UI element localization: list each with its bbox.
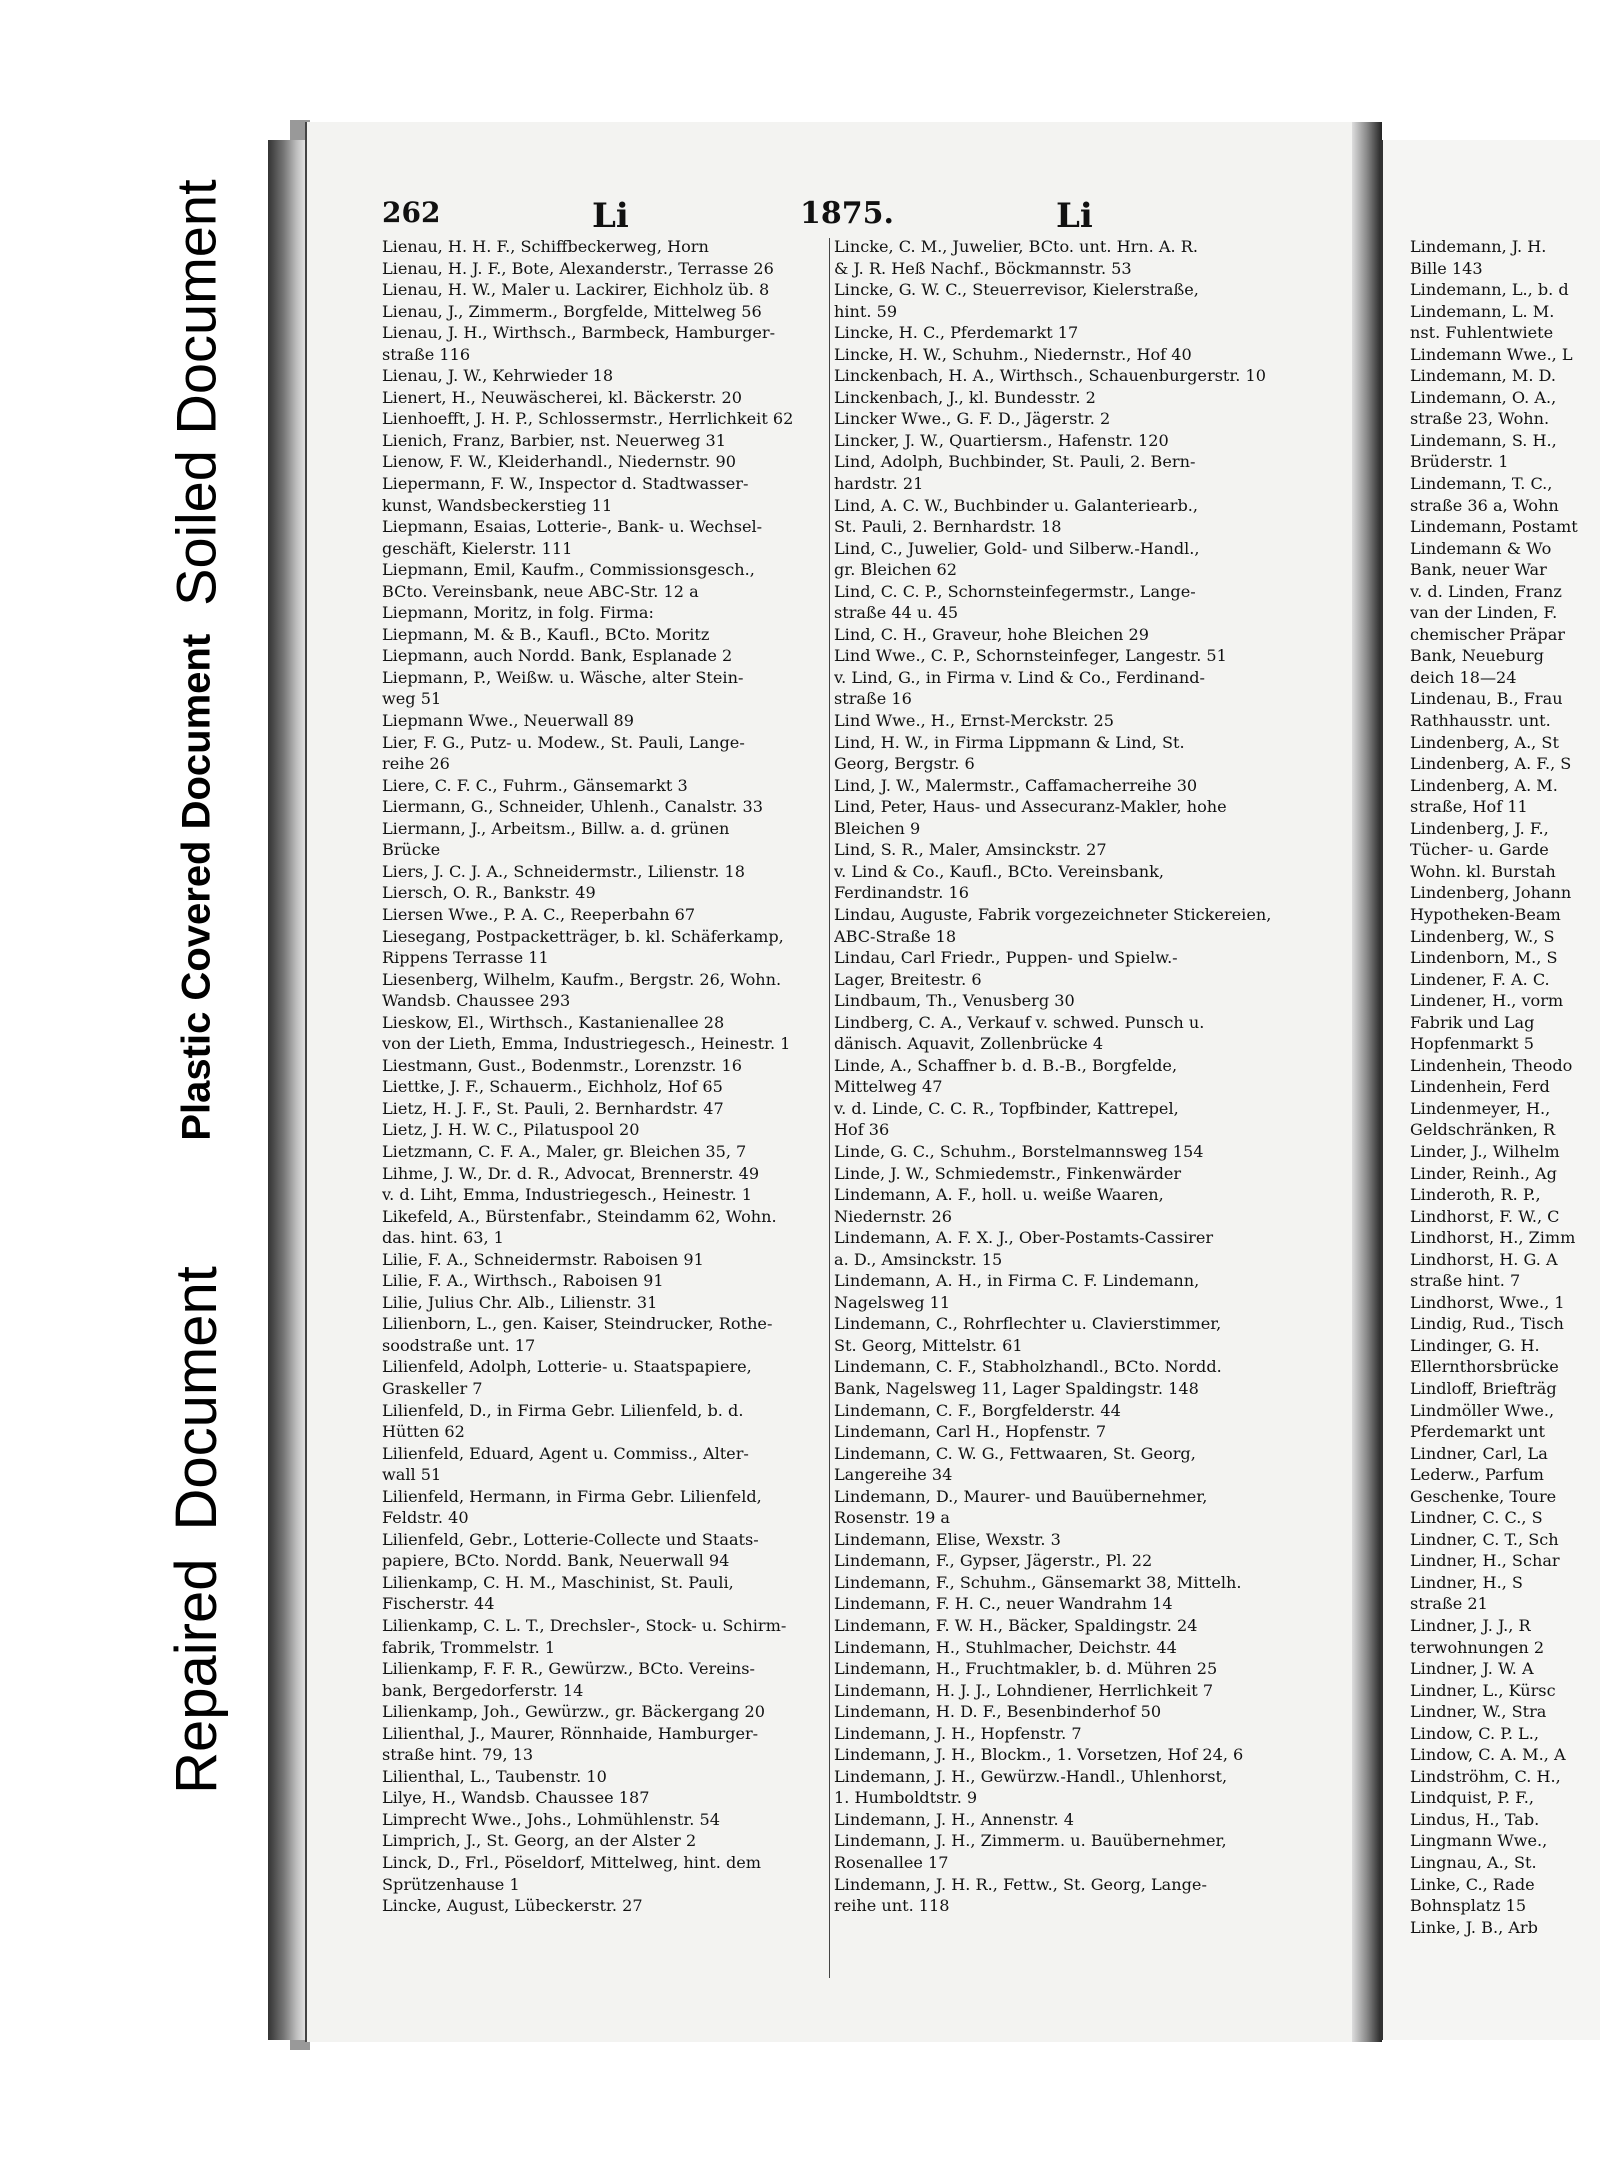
directory-entry-line: Lindloff, Briefträg: [1410, 1378, 1557, 1398]
directory-entry-line: Lilienfeld, D., in Firma Gebr. Lilienfeld, b. d.: [382, 1400, 744, 1420]
directory-entry-line: Bank, Neueburg: [1410, 646, 1544, 666]
directory-entry-line: Liepmann Wwe., Neuerwall 89: [382, 711, 634, 731]
directory-entry-line: Lindhorst, F. W., C: [1410, 1206, 1560, 1226]
directory-entry-line: wall 51: [382, 1465, 442, 1485]
directory-entry-line: Lienich, Franz, Barbier, nst. Neuerweg 31: [382, 430, 726, 450]
directory-entry-line: Lindenmeyer, H.,: [1410, 1098, 1551, 1118]
directory-entry-line: Limprich, J., St. Georg, an der Alster 2: [382, 1831, 697, 1851]
directory-entry-line: Lietz, H. J. F., St. Pauli, 2. Bernhardstr. 47: [382, 1098, 724, 1118]
directory-entry-line: Liere, C. F. C., Fuhrm., Gänsemarkt 3: [382, 775, 688, 795]
directory-entry-line: Fabrik und Lag: [1410, 1012, 1535, 1032]
directory-entry-line: Lindemann, Elise, Wexstr. 3: [834, 1529, 1061, 1549]
directory-entry-line: Lietz, J. H. W. C., Pilatuspool 20: [382, 1120, 640, 1140]
directory-entry-line: Lindemann, H., Fruchtmakler, b. d. Mühren 25: [834, 1659, 1218, 1679]
directory-entry-line: Lienau, J., Zimmerm., Borgfelde, Mittelweg 56: [382, 301, 762, 321]
directory-entry-line: Bille 143: [1410, 258, 1483, 278]
header-letters-left: Li: [592, 196, 629, 236]
directory-entry-line: geschäft, Kielerstr. 111: [382, 538, 573, 558]
directory-entry-line: Lindner, H., Schar: [1410, 1551, 1560, 1571]
directory-entry-line: Rippens Terrasse 11: [382, 948, 549, 968]
directory-entry-line: Lingmann Wwe.,: [1410, 1831, 1548, 1851]
directory-entry-line: Lilienkamp, F. F. R., Gewürzw., BCto. Vereins-: [382, 1659, 755, 1679]
directory-entry-line: Lindemann, Postamt: [1410, 517, 1578, 537]
directory-entry-line: papiere, BCto. Nordd. Bank, Neuerwall 94: [382, 1551, 730, 1571]
directory-entry-line: Liesegang, Postpacketträger, b. kl. Schäferkamp,: [382, 926, 784, 946]
directory-entry-line: Lindbaum, Th., Venusberg 30: [834, 991, 1075, 1011]
directory-entry-line: Liepmann, Moritz, in folg. Firma:: [382, 603, 654, 623]
directory-entry-line: Lindemann, C. F., Borgfelderstr. 44: [834, 1400, 1121, 1420]
directory-entry-line: v. d. Linden, Franz: [1410, 581, 1562, 601]
header-letters-right: Li: [1056, 196, 1093, 236]
directory-entry-line: Feldstr. 40: [382, 1508, 469, 1528]
directory-entry-line: soodstraße unt. 17: [382, 1335, 536, 1355]
tab-label-plastic-covered: Plastic Covered Document: [175, 633, 219, 1141]
directory-entry-line: Lienert, H., Neuwäscherei, kl. Bäckerstr. 20: [382, 387, 743, 407]
directory-entry-line: van der Linden, F.: [1410, 603, 1558, 623]
directory-entry-line: Liepmann, M. & B., Kaufl., BCto. Moritz: [382, 624, 710, 644]
directory-entry-line: St. Georg, Mittelstr. 61: [834, 1335, 1023, 1355]
directory-entry-line: Lindemann, O. A.,: [1410, 387, 1557, 407]
page-header: [382, 196, 1282, 236]
directory-entry-line: Linde, G. C., Schuhm., Borstelmannsweg 154: [834, 1141, 1204, 1161]
directory-entry-line: Lindemann, J. H. R., Fettw., St. Georg, Lange-: [834, 1874, 1207, 1894]
directory-entry-line: Lind, Peter, Haus- und Assecuranz-Makler, hohe: [834, 797, 1227, 817]
directory-entry-line: Liermann, J., Arbeitsm., Billw. a. d. grünen: [382, 818, 730, 838]
directory-entry-line: Geldschränken, R: [1410, 1120, 1556, 1140]
directory-entry-line: Lindow, C. P. L.,: [1410, 1723, 1539, 1743]
directory-entry-line: Lienau, H. H. F., Schiffbeckerweg, Horn: [382, 237, 709, 256]
directory-entry-line: Lind, H. W., in Firma Lippmann & Lind, St.: [834, 732, 1185, 752]
directory-entry-line: straße 44 u. 45: [834, 603, 959, 623]
directory-entry-line: straße hint. 79, 13: [382, 1745, 534, 1765]
directory-entry-line: Lindinger, G. H.: [1410, 1335, 1540, 1355]
directory-entry-line: Lindener, H., vorm: [1410, 991, 1564, 1011]
directory-entry-line: bank, Bergedorferstr. 14: [382, 1680, 584, 1700]
tab-label-document: Document: [164, 1266, 229, 1531]
plastic-covered-soiled-tab: [112, 179, 282, 1141]
directory-entry-line: Liettke, J. F., Schauerm., Eichholz, Hof 65: [382, 1077, 723, 1097]
directory-entry-line: Lindemann & Wo: [1410, 538, 1552, 558]
directory-entry-line: Lind, A. C. W., Buchbinder u. Galanteriearb.,: [834, 495, 1198, 515]
directory-entry-line: Lager, Breitestr. 6: [834, 969, 982, 989]
directory-entry-line: Wandsb. Chaussee 293: [382, 991, 571, 1011]
directory-entry-line: Lindenau, B., Frau: [1410, 689, 1563, 709]
directory-entry-line: Graskeller 7: [382, 1378, 483, 1398]
directory-entry-line: & J. R. Heß Nachf., Böckmannstr. 53: [834, 258, 1132, 278]
directory-entry-line: Lindus, H., Tab.: [1410, 1809, 1540, 1829]
directory-entry-line: Lindquist, P. F.,: [1410, 1788, 1534, 1808]
directory-entry-line: Lindner, J. W. A: [1410, 1659, 1534, 1679]
directory-entry-line: Lihme, J. W., Dr. d. R., Advocat, Brennerstr. 49: [382, 1163, 760, 1183]
directory-entry-line: Linde, A., Schaffner b. d. B.-B., Borgfelde,: [834, 1055, 1178, 1075]
directory-entry-line: Lilienfeld, Eduard, Agent u. Commiss., Alter-: [382, 1443, 749, 1463]
directory-entry-line: Lindig, Rud., Tisch: [1410, 1314, 1564, 1334]
repaired-document-tab: [112, 1266, 282, 1794]
directory-entry-line: Linder, J., Wilhelm: [1410, 1141, 1560, 1161]
directory-entry-line: Lindhorst, Wwe., 1: [1410, 1292, 1565, 1312]
directory-entry-line: Rosenstr. 19 a: [834, 1508, 951, 1528]
directory-entry-line: Linderoth, R. P.,: [1410, 1185, 1541, 1205]
directory-entry-line: Lindner, J. J., R: [1410, 1616, 1531, 1635]
directory-entry-line: Lindhorst, H. G. A: [1410, 1249, 1558, 1269]
directory-entry-line: Hütten 62: [382, 1422, 465, 1442]
directory-entry-line: Lindemann, A. F., holl. u. weiße Waaren,: [834, 1185, 1164, 1205]
directory-entry-line: Lilienborn, L., gen. Kaiser, Steindrucker, Rothe-: [382, 1314, 773, 1334]
directory-entry-line: Lincker Wwe., G. F. D., Jägerstr. 2: [834, 409, 1111, 429]
directory-entry-line: gr. Bleichen 62: [834, 560, 957, 580]
directory-entry-line: Bleichen 9: [834, 818, 921, 838]
directory-entry-line: Lilienthal, L., Taubenstr. 10: [382, 1766, 607, 1786]
directory-entry-line: Lilienfeld, Gebr., Lotterie-Collecte und Staats-: [382, 1529, 759, 1549]
directory-entry-line: v. d. Linde, C. C. R., Topfbinder, Kattrepel,: [834, 1098, 1179, 1118]
directory-entry-line: chemischer Präpar: [1410, 624, 1565, 644]
directory-entry-line: BCto. Vereinsbank, neue ABC-Str. 12 a: [382, 581, 699, 601]
directory-entry-line: Lincke, G. W. C., Steuerrevisor, Kielerstraße,: [834, 280, 1199, 300]
directory-entry-line: Lindenhein, Ferd: [1410, 1077, 1550, 1097]
directory-entry-line: Limprecht Wwe., Johs., Lohmühlenstr. 54: [382, 1809, 721, 1829]
directory-entry-line: Linde, J. W., Schmiedemstr., Finkenwärder: [834, 1163, 1182, 1183]
directory-entry-line: fabrik, Trommelstr. 1: [382, 1637, 556, 1657]
directory-entry-line: nst. Fuhlentwiete: [1410, 323, 1554, 343]
directory-entry-line: Ferdinandstr. 16: [834, 883, 969, 903]
directory-entry-line: Lilie, Julius Chr. Alb., Lilienstr. 31: [382, 1292, 658, 1312]
directory-entry-line: Lienow, F. W., Kleiderhandl., Niedernstr. 90: [382, 452, 736, 472]
directory-entry-line: v. Lind, G., in Firma v. Lind & Co., Ferdinand-: [834, 667, 1205, 687]
directory-entry-line: Hopfenmarkt 5: [1410, 1034, 1534, 1054]
directory-entry-line: Lienhoefft, J. H. P., Schlossermstr., Herrlichkeit 62: [382, 409, 794, 429]
directory-entry-line: Lincke, C. M., Juwelier, BCto. unt. Hrn. A. R.: [834, 237, 1198, 256]
directory-entry-line: straße hint. 7: [1410, 1271, 1521, 1291]
directory-entry-line: Lincke, H. W., Schuhm., Niedernstr., Hof 40: [834, 344, 1192, 364]
directory-entry-line: von der Lieth, Emma, Industriegesch., Heinestr. 1: [382, 1034, 791, 1054]
directory-entry-line: Lindemann, H., Stuhlmacher, Deichstr. 44: [834, 1637, 1177, 1657]
directory-entry-line: 1. Humboldtstr. 9: [834, 1788, 978, 1808]
column-divider: [829, 238, 830, 1978]
tab-label-soiled: Soiled Document: [165, 179, 228, 606]
directory-entry-line: Lindemann, L., b. d: [1410, 280, 1569, 300]
directory-entry-line: ABC-Straße 18: [834, 926, 957, 946]
directory-entry-line: Liersch, O. R., Bankstr. 49: [382, 883, 596, 903]
directory-entry-line: Lindemann, J. H., Gewürzw.-Handl., Uhlenhorst,: [834, 1766, 1228, 1786]
directory-entry-line: Liermann, G., Schneider, Uhlenh., Canalstr. 33: [382, 797, 763, 817]
directory-entry-line: Brüderstr. 1: [1410, 452, 1509, 472]
directory-entry-line: Georg, Bergstr. 6: [834, 754, 975, 774]
directory-entry-line: straße 116: [382, 344, 471, 364]
tab-label-repaired: Repaired: [164, 1558, 229, 1794]
directory-entry-line: Lindner, Carl, La: [1410, 1443, 1548, 1463]
directory-entry-line: Nagelsweg 11: [834, 1292, 951, 1312]
directory-entry-line: Lindemann, F. H. C., neuer Wandrahm 14: [834, 1594, 1173, 1614]
directory-entry-line: Lindner, W., Stra: [1410, 1702, 1547, 1722]
directory-entry-line: Lindenberg, A. M.: [1410, 775, 1558, 795]
directory-entry-line: Sprützenhause 1: [382, 1874, 520, 1894]
directory-entry-line: Lindemann, F., Gypser, Jägerstr., Pl. 22: [834, 1551, 1153, 1571]
directory-entry-line: Linke, J. B., Arb: [1410, 1917, 1538, 1937]
directory-entry-line: Lilienfeld, Adolph, Lotterie- u. Staatspapiere,: [382, 1357, 752, 1377]
directory-entry-line: Lilienthal, J., Maurer, Rönnhaide, Hamburger-: [382, 1723, 759, 1743]
directory-entry-line: Lindemann, A. F. X. J., Ober-Postamts-Cassirer: [834, 1228, 1214, 1248]
directory-entry-line: hardstr. 21: [834, 474, 924, 494]
directory-entry-line: Lindenberg, A. F., S: [1410, 754, 1572, 774]
directory-entry-line: St. Pauli, 2. Bernhardstr. 18: [834, 517, 1062, 537]
directory-entry-line: das. hint. 63, 1: [382, 1228, 504, 1248]
directory-entry-line: Liepmann, auch Nordd. Bank, Esplanade 2: [382, 646, 733, 666]
directory-entry-line: Lindenberg, Johann: [1410, 883, 1572, 903]
directory-entry-line: Lindemann, F. W. H., Bäcker, Spaldingstr. 24: [834, 1616, 1198, 1635]
directory-entry-line: Lindemann, Carl H., Hopfenstr. 7: [834, 1422, 1107, 1442]
directory-entry-line: Likefeld, A., Bürstenfabr., Steindamm 62, Wohn.: [382, 1206, 777, 1226]
directory-entry-line: Lienau, J. W., Kehrwieder 18: [382, 366, 614, 386]
directory-entry-line: Lindner, C. C., S: [1410, 1508, 1543, 1528]
directory-entry-line: Liersen Wwe., P. A. C., Reeperbahn 67: [382, 904, 696, 924]
directory-entry-line: Lind, C., Juwelier, Gold- und Silberw.-Handl.,: [834, 538, 1200, 558]
directory-entry-line: Lilienkamp, Joh., Gewürzw., gr. Bäckergang 20: [382, 1702, 765, 1722]
directory-entry-line: Lind, Adolph, Buchbinder, St. Pauli, 2. Bern-: [834, 452, 1196, 472]
directory-entry-line: Lilienkamp, C. H. M., Maschinist, St. Pauli,: [382, 1572, 734, 1592]
directory-entry-line: Hof 36: [834, 1120, 890, 1140]
directory-entry-line: Lindemann, L. M.: [1410, 301, 1555, 321]
directory-entry-line: Niedernstr. 26: [834, 1206, 952, 1226]
directory-entry-line: Lienau, H. J. F., Bote, Alexanderstr., Terrasse 26: [382, 258, 774, 278]
directory-entry-line: Lindemann, D., Maurer- und Bauübernehmer,: [834, 1486, 1208, 1506]
directory-entry-line: Lind Wwe., C. P., Schornsteinfeger, Langestr. 51: [834, 646, 1227, 666]
directory-entry-line: Lindhorst, H., Zimm: [1410, 1228, 1576, 1248]
book-spine-shadow: [268, 140, 308, 2040]
directory-entry-line: Lindemann, C. F., Stabholzhandl., BCto. Nordd.: [834, 1357, 1222, 1377]
directory-entry-line: Brücke: [382, 840, 441, 860]
directory-entry-line: Lindner, L., Kürsc: [1410, 1680, 1556, 1700]
directory-entry-line: Lincke, August, Lübeckerstr. 27: [382, 1896, 643, 1916]
directory-entry-line: Lindemann, A. H., in Firma C. F. Lindemann,: [834, 1271, 1200, 1291]
directory-entry-line: Liesenberg, Wilhelm, Kaufm., Bergstr. 26, Wohn.: [382, 969, 782, 989]
directory-entry-line: v. d. Liht, Emma, Industriegesch., Heinestr. 1: [382, 1185, 752, 1205]
directory-entry-line: Lindemann, C., Rohrflechter u. Clavierstimmer,: [834, 1314, 1222, 1334]
directory-entry-line: Lilienfeld, Hermann, in Firma Gebr. Lilienfeld,: [382, 1486, 762, 1506]
directory-entry-line: Lienau, J. H., Wirthsch., Barmbeck, Hamburger-: [382, 323, 776, 343]
directory-entry-line: Lindberg, C. A., Verkauf v. schwed. Punsch u.: [834, 1012, 1205, 1032]
directory-entry-line: Lindemann, F., Schuhm., Gänsemarkt 38, Mittelh.: [834, 1572, 1242, 1592]
directory-entry-line: weg 51: [382, 689, 442, 709]
directory-entry-line: Liers, J. C. J. A., Schneidermstr., Lilienstr. 18: [382, 861, 745, 881]
directory-entry-line: Lindow, C. A. M., A: [1410, 1745, 1566, 1765]
directory-entry-line: Bank, neuer War: [1410, 560, 1547, 580]
directory-entry-line: Lingnau, A., St.: [1410, 1853, 1537, 1873]
directory-entry-line: Lincke, H. C., Pferdemarkt 17: [834, 323, 1079, 343]
directory-entry-line: Lindener, F. A. C.: [1410, 969, 1550, 989]
directory-entry-line: Linck, D., Frl., Pöseldorf, Mittelweg, hint. dem: [382, 1853, 762, 1873]
directory-entry-line: Lindemann, C. W. G., Fettwaaren, St. Georg,: [834, 1443, 1196, 1463]
directory-entry-line: deich 18—24: [1410, 667, 1517, 687]
directory-entry-line: Rathhausstr. unt.: [1410, 711, 1551, 731]
directory-entry-line: Lindenhein, Theodo: [1410, 1055, 1573, 1075]
directory-entry-line: Lindau, Carl Friedr., Puppen- und Spielw.-: [834, 948, 1178, 968]
directory-entry-line: kunst, Wandsbeckerstieg 11: [382, 495, 613, 515]
directory-entry-line: Liepmann, Emil, Kaufm., Commissionsgesch.,: [382, 560, 755, 580]
directory-entry-line: Lilie, F. A., Wirthsch., Raboisen 91: [382, 1271, 664, 1291]
directory-entry-line: Lindau, Auguste, Fabrik vorgezeichneter Stickereien,: [834, 904, 1272, 924]
directory-entry-line: Linder, Reinh., Ag: [1410, 1163, 1557, 1183]
directory-entry-line: Lindemann Wwe., L: [1410, 344, 1573, 364]
directory-entry-line: straße 36 a, Wohn: [1410, 495, 1559, 515]
directory-entry-line: Lilie, F. A., Schneidermstr. Raboisen 91: [382, 1249, 704, 1269]
directory-entry-line: Lindmöller Wwe.,: [1410, 1400, 1555, 1420]
directory-entry-line: Lind Wwe., H., Ernst-Merckstr. 25: [834, 711, 1114, 731]
directory-entry-line: Lindemann, J. H., Annenstr. 4: [834, 1809, 1075, 1829]
directory-entry-line: Lindner, H., S: [1410, 1572, 1523, 1592]
directory-column-right: [1410, 236, 1600, 1938]
directory-entry-line: Linke, C., Rade: [1410, 1874, 1535, 1894]
directory-entry-line: Ellernthorsbrücke: [1410, 1357, 1559, 1377]
directory-entry-line: Hypotheken-Beam: [1410, 904, 1561, 924]
directory-entry-line: Lindströhm, C. H.,: [1410, 1766, 1561, 1786]
directory-entry-line: Lindemann, H. J. J., Lohndiener, Herrlichkeit 7: [834, 1680, 1214, 1700]
directory-entry-line: a. D., Amsinckstr. 15: [834, 1249, 1003, 1269]
directory-entry-line: Geschenke, Toure: [1410, 1486, 1557, 1506]
directory-entry-line: Lindemann, J. H., Hopfenstr. 7: [834, 1723, 1082, 1743]
page-number: 262: [382, 196, 441, 229]
directory-entry-line: Lindemann, S. H.,: [1410, 430, 1557, 450]
directory-entry-line: straße, Hof 11: [1410, 797, 1528, 817]
directory-entry-line: Lindenberg, J. F.,: [1410, 818, 1549, 838]
directory-entry-line: Lindner, C. T., Sch: [1410, 1529, 1559, 1549]
directory-entry-line: Lindemann, T. C.,: [1410, 474, 1553, 494]
directory-entry-line: terwohnungen 2: [1410, 1637, 1545, 1657]
directory-entry-line: Lindemann, J. H., Blockm., 1. Vorsetzen, Hof 24, 6: [834, 1745, 1244, 1765]
directory-entry-line: straße 16: [834, 689, 912, 709]
directory-entry-line: Lilienkamp, C. L. T., Drechsler-, Stock- u. Schirm-: [382, 1616, 787, 1635]
directory-entry-line: Lindemann, M. D.: [1410, 366, 1556, 386]
directory-entry-line: Fischerstr. 44: [382, 1594, 495, 1614]
directory-entry-line: dänisch. Aquavit, Zollenbrücke 4: [834, 1034, 1104, 1054]
directory-entry-line: Langereihe 34: [834, 1465, 953, 1485]
directory-entry-line: Lind, C. H., Graveur, hohe Bleichen 29: [834, 624, 1149, 644]
directory-entry-line: v. Lind & Co., Kaufl., BCto. Vereinsbank,: [834, 861, 1164, 881]
directory-entry-line: Liepermann, F. W., Inspector d. Stadtwasser-: [382, 474, 749, 494]
directory-entry-line: Lind, J. W., Malermstr., Caffamacherreihe 30: [834, 775, 1198, 795]
directory-entry-line: Liestmann, Gust., Bodenmstr., Lorenzstr. 16: [382, 1055, 742, 1075]
directory-entry-line: Bohnsplatz 15: [1410, 1896, 1527, 1916]
directory-entry-line: Lilye, H., Wandsb. Chaussee 187: [382, 1788, 650, 1808]
directory-entry-line: Lindemann, H. D. F., Besenbinderhof 50: [834, 1702, 1162, 1722]
directory-entry-line: Lindemann, J. H., Zimmerm. u. Bauübernehmer,: [834, 1831, 1227, 1851]
directory-entry-line: Pferdemarkt unt: [1410, 1422, 1545, 1442]
directory-entry-line: Lincker, J. W., Quartiersm., Hafenstr. 120: [834, 430, 1169, 450]
book-gutter: [1352, 122, 1382, 2042]
directory-entry-line: Lindenberg, W., S: [1410, 926, 1555, 946]
directory-entry-line: Wohn. kl. Burstah: [1410, 861, 1556, 881]
directory-entry-line: Lienau, H. W., Maler u. Lackirer, Eichholz üb. 8: [382, 280, 770, 300]
directory-entry-line: Tücher- u. Garde: [1410, 840, 1549, 860]
header-year: 1875.: [800, 196, 894, 231]
directory-entry-line: Mittelweg 47: [834, 1077, 943, 1097]
directory-entry-line: Liepmann, P., Weißw. u. Wäsche, alter Stein-: [382, 667, 744, 687]
directory-column-left: [382, 236, 826, 1917]
directory-entry-line: Linckenbach, H. A., Wirthsch., Schauenburgerstr. 10: [834, 366, 1267, 386]
directory-entry-line: Lind, C. C. P., Schornsteinfegermstr., Lange-: [834, 581, 1196, 601]
directory-entry-line: Rosenallee 17: [834, 1853, 949, 1873]
directory-entry-line: straße 23, Wohn.: [1410, 409, 1550, 429]
directory-entry-line: Lindemann, J. H.: [1410, 237, 1547, 256]
directory-entry-line: straße 21: [1410, 1594, 1488, 1614]
directory-entry-line: Lindenborn, M., S: [1410, 948, 1558, 968]
directory-entry-line: reihe 26: [382, 754, 450, 774]
directory-entry-line: Lindenberg, A., St: [1410, 732, 1559, 752]
directory-column-middle: [834, 236, 1302, 1917]
directory-entry-line: Liepmann, Esaias, Lotterie-, Bank- u. Wechsel-: [382, 517, 763, 537]
directory-entry-line: Lier, F. G., Putz- u. Modew., St. Pauli, Lange-: [382, 732, 745, 752]
directory-entry-line: Lietzmann, C. F. A., Maler, gr. Bleichen 35, 7: [382, 1141, 747, 1161]
directory-entry-line: Linckenbach, J., kl. Bundesstr. 2: [834, 387, 1096, 407]
directory-entry-line: Lind, S. R., Maler, Amsinckstr. 27: [834, 840, 1107, 860]
directory-entry-line: hint. 59: [834, 301, 898, 321]
directory-entry-line: Bank, Nagelsweg 11, Lager Spaldingstr. 148: [834, 1378, 1199, 1398]
directory-entry-line: Lederw., Parfum: [1410, 1465, 1544, 1485]
directory-entry-line: Lieskow, El., Wirthsch., Kastanienallee 28: [382, 1012, 725, 1032]
directory-entry-line: reihe unt. 118: [834, 1896, 950, 1916]
